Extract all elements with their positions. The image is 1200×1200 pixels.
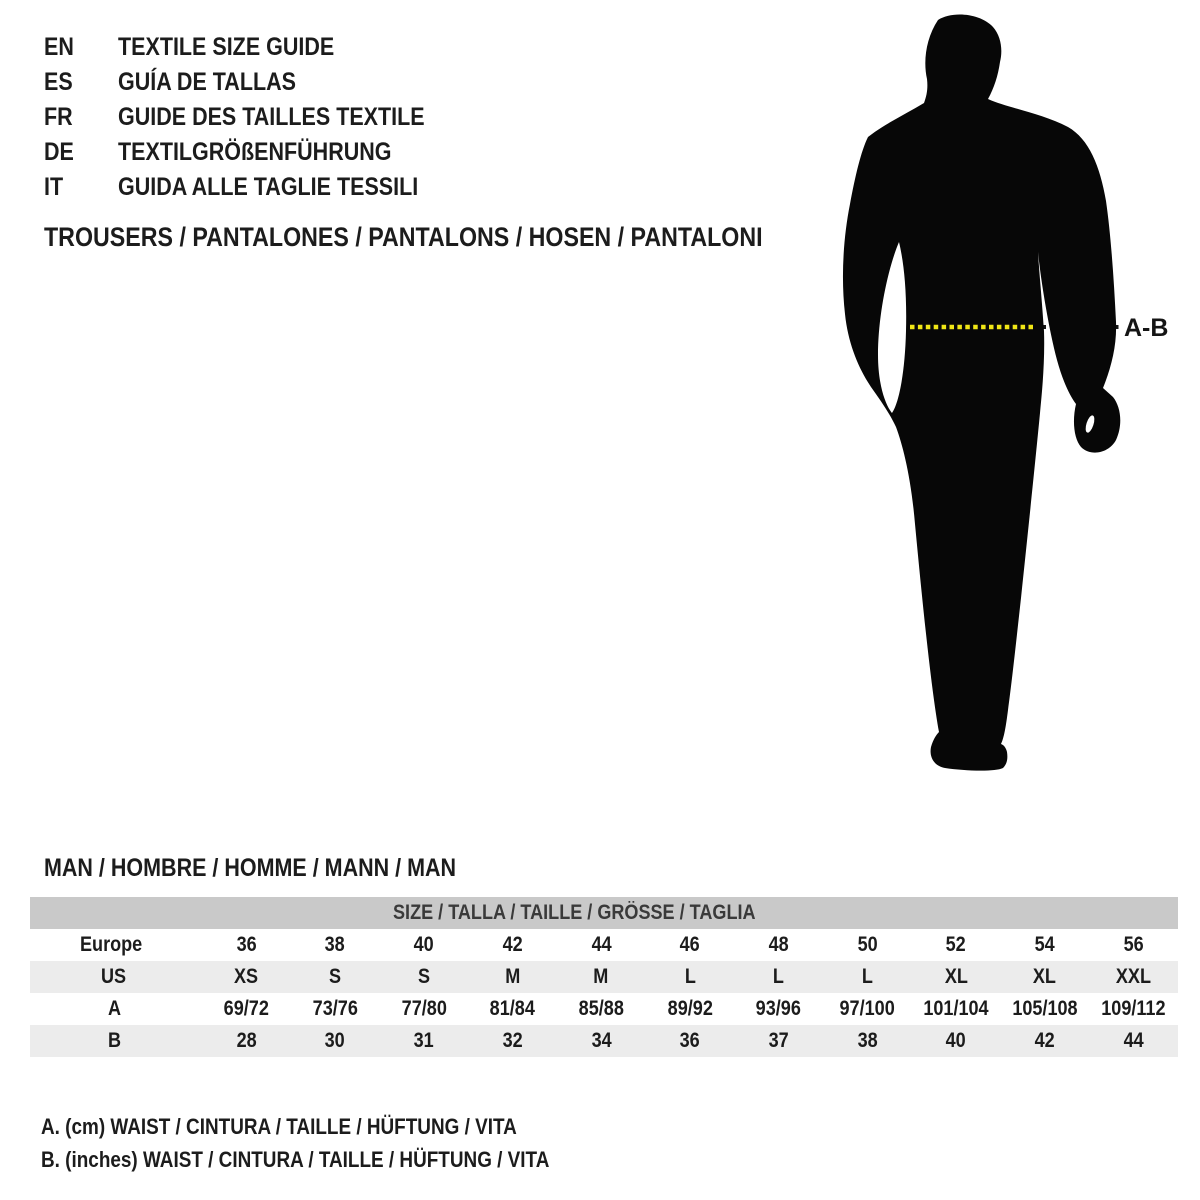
table-cell: 48 bbox=[734, 929, 823, 961]
size-table-header: SIZE / TALLA / TAILLE / GRÖSSE / TAGLIA bbox=[30, 897, 1178, 929]
table-cell: 42 bbox=[468, 929, 557, 961]
table-cell: 89/92 bbox=[646, 993, 735, 1025]
note-b-inches: B. (inches) WAIST / CINTURA / TAILLE / HÜFTUNG / VITA bbox=[41, 1146, 550, 1172]
table-cell: 36 bbox=[646, 1025, 735, 1057]
table-cell: 85/88 bbox=[557, 993, 646, 1025]
table-cell: 38 bbox=[291, 929, 380, 961]
language-code: EN bbox=[44, 33, 74, 61]
table-cell: 52 bbox=[912, 929, 1001, 961]
row-label-europe: Europe bbox=[30, 929, 202, 961]
table-cell: 46 bbox=[646, 929, 735, 961]
table-cell: 36 bbox=[202, 929, 291, 961]
size-table-wrap bbox=[30, 897, 1178, 1057]
language-row bbox=[44, 100, 475, 135]
language-row bbox=[44, 170, 475, 205]
table-cell: 40 bbox=[912, 1025, 1001, 1057]
table-cell: L bbox=[646, 961, 735, 993]
table-cell: XS bbox=[202, 961, 291, 993]
table-row-us bbox=[30, 961, 1178, 993]
table-cell: 69/72 bbox=[202, 993, 291, 1025]
language-label: GUÍA DE TALLAS bbox=[118, 68, 296, 96]
language-code: ES bbox=[44, 68, 73, 96]
language-code: DE bbox=[44, 138, 74, 166]
table-cell: XL bbox=[1000, 961, 1089, 993]
table-cell: 50 bbox=[823, 929, 912, 961]
section-heading-text: MAN / HOMBRE / HOMME / MANN / MAN bbox=[44, 854, 457, 882]
table-cell: 73/76 bbox=[291, 993, 380, 1025]
section-heading-man bbox=[44, 854, 523, 883]
language-label: GUIDE DES TAILLES TEXTILE bbox=[118, 103, 425, 131]
table-row-b-inches bbox=[30, 1025, 1178, 1057]
table-cell: XXL bbox=[1089, 961, 1178, 993]
table-cell: 30 bbox=[291, 1025, 380, 1057]
measure-label-ab: A-B bbox=[1124, 314, 1169, 342]
table-cell: 40 bbox=[379, 929, 468, 961]
table-cell: 37 bbox=[734, 1025, 823, 1057]
table-cell: 44 bbox=[1089, 1025, 1178, 1057]
language-code: FR bbox=[44, 103, 73, 131]
table-cell: L bbox=[734, 961, 823, 993]
table-row-a-cm bbox=[30, 993, 1178, 1025]
row-label-us: US bbox=[30, 961, 202, 993]
garment-heading bbox=[44, 222, 880, 253]
table-cell: 31 bbox=[379, 1025, 468, 1057]
garment-heading-text: TROUSERS / PANTALONES / PANTALONS / HOSEN / PANTALONI bbox=[44, 222, 763, 252]
table-cell: 105/108 bbox=[1000, 993, 1089, 1025]
table-cell: 34 bbox=[557, 1025, 646, 1057]
table-cell: 97/100 bbox=[823, 993, 912, 1025]
table-cell: 38 bbox=[823, 1025, 912, 1057]
size-table bbox=[30, 897, 1178, 1057]
note-a-cm: A. (cm) WAIST / CINTURA / TAILLE / HÜFTUNG / VITA bbox=[41, 1113, 517, 1139]
table-cell: 44 bbox=[557, 929, 646, 961]
table-cell: 81/84 bbox=[468, 993, 557, 1025]
table-cell: M bbox=[557, 961, 646, 993]
measurement-notes bbox=[41, 1110, 632, 1176]
table-cell: M bbox=[468, 961, 557, 993]
row-label-b: B bbox=[30, 1025, 202, 1057]
language-list bbox=[44, 30, 475, 205]
table-cell: XL bbox=[912, 961, 1001, 993]
language-row bbox=[44, 135, 475, 170]
language-row bbox=[44, 65, 475, 100]
table-cell: L bbox=[823, 961, 912, 993]
table-cell: 109/112 bbox=[1089, 993, 1178, 1025]
size-table-header-row bbox=[30, 897, 1178, 929]
man-silhouette-figure bbox=[820, 0, 1180, 800]
table-cell: 93/96 bbox=[734, 993, 823, 1025]
table-cell: 32 bbox=[468, 1025, 557, 1057]
language-label: TEXTILE SIZE GUIDE bbox=[118, 33, 335, 61]
table-cell: 28 bbox=[202, 1025, 291, 1057]
language-code: IT bbox=[44, 173, 64, 201]
table-cell: 56 bbox=[1089, 929, 1178, 961]
language-label: TEXTILGRÖßENFÜHRUNG bbox=[118, 138, 392, 166]
language-label: GUIDA ALLE TAGLIE TESSILI bbox=[118, 173, 419, 201]
table-cell: 77/80 bbox=[379, 993, 468, 1025]
table-cell: S bbox=[379, 961, 468, 993]
table-cell: 42 bbox=[1000, 1025, 1089, 1057]
table-cell: S bbox=[291, 961, 380, 993]
row-label-a: A bbox=[30, 993, 202, 1025]
table-row-europe bbox=[30, 929, 1178, 961]
figure-wrap bbox=[820, 0, 1180, 800]
table-cell: 101/104 bbox=[912, 993, 1001, 1025]
language-row bbox=[44, 30, 475, 65]
table-cell: 54 bbox=[1000, 929, 1089, 961]
